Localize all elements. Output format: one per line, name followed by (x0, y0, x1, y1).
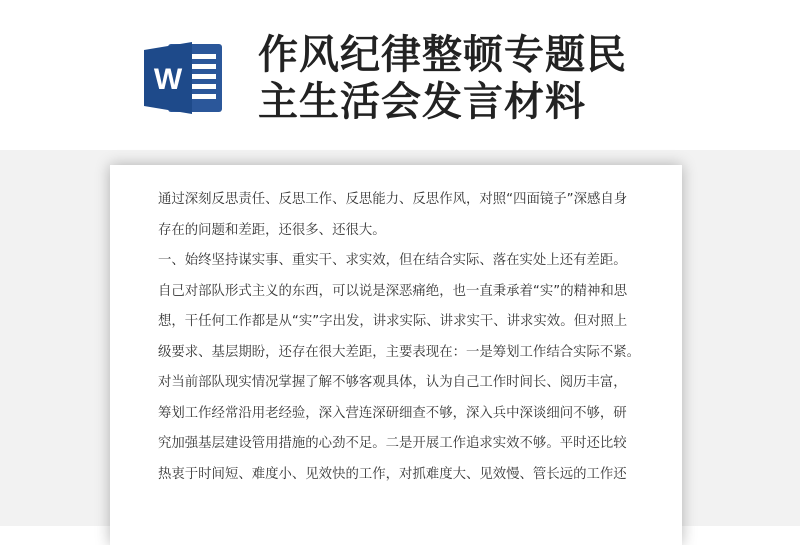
document-line: 一、始终坚持谋实事、重实干、求实效，但在结合实际、落在实处上还有差距。 (158, 253, 627, 268)
page-title (258, 32, 698, 126)
title-line-1: 作风纪律整顿专题民 (258, 32, 627, 78)
word-logo-letter: W (153, 63, 183, 96)
document-line: 热衷于时间短、难度小、见效快的工作，对抓难度大、见效慢、管长远的工作还 (158, 466, 627, 482)
document-line: 究加强基层建设管用措施的心劲不足。二是开展工作追求实效不够。平时还比较 (158, 436, 627, 451)
title-line-2: 主生活会发言材料 (258, 79, 586, 125)
document-page (110, 165, 682, 545)
document-line: 通过深刻反思责任、反思工作、反思能力、反思作风，对照“四面镜子”深感自身 (158, 192, 628, 207)
header-band (0, 0, 800, 150)
word-document-icon (140, 38, 230, 118)
document-line: 对当前部队现实情况掌握了解不够客观具体，认为自己工作时间长、阅历丰富， (158, 375, 627, 390)
document-body (158, 185, 653, 490)
document-line: 存在的问题和差距，还很多、还很大。 (158, 222, 386, 238)
document-line: 级要求、基层期盼，还存在很大差距，主要表现在：一是筹划工作结合实际不紧。 (158, 344, 641, 360)
document-line: 想，干任何工作都是从“实”字出发，讲求实际、讲求实干、讲求实效。但对照上 (158, 314, 628, 329)
document-line: 自己对部队形式主义的东西，可以说是深恶痛绝，也一直秉承着“实”的精神和思 (158, 283, 628, 299)
document-line: 筹划工作经常沿用老经验，深入营连深研细查不够，深入兵中深谈细问不够，研 (158, 405, 627, 421)
